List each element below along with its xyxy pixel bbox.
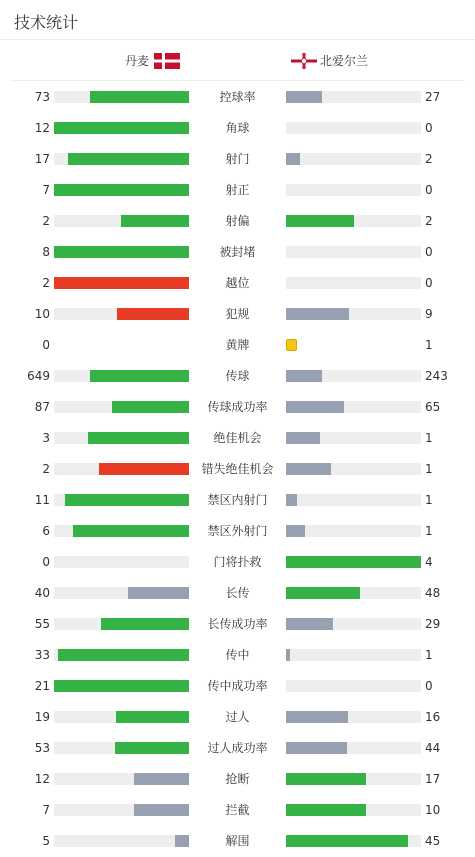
home-bar-fill [90,91,189,103]
stat-row [0,732,475,763]
home-bar-fill [116,711,189,723]
stat-row [0,639,475,670]
home-bar-fill [115,742,189,754]
away-bar-fill [286,401,344,413]
away-bar-fill [286,370,322,382]
home-bar-track [54,804,189,816]
away-bar-track [286,91,421,103]
home-bar-track [54,556,189,568]
stat-row [0,360,475,391]
away-bar-track [286,246,421,258]
away-bar-fill [286,711,348,723]
away-bar-track [286,153,421,165]
home-bar-track [54,370,189,382]
northern-ireland-flag-icon [291,53,317,69]
home-bar-track [54,494,189,506]
away-bar-track [286,711,421,723]
home-value: 12 [34,121,50,135]
stat-row [0,794,475,825]
stat-label: 犯规 [225,307,250,321]
away-bar-track [286,463,421,475]
home-value: 21 [34,679,50,693]
home-bar-fill [54,122,189,134]
home-value: 0 [42,338,50,352]
away-value: 44 [425,741,441,755]
home-value: 87 [34,400,50,414]
away-value: 17 [425,772,441,786]
home-bar-track [54,308,189,320]
away-value: 48 [425,586,441,600]
away-value: 2 [425,214,433,228]
home-bar-fill [54,246,189,258]
home-value: 11 [34,493,50,507]
away-team-name: 北爱尔兰 [320,54,369,68]
home-value: 73 [34,90,50,104]
home-bar-fill [134,773,189,785]
stat-row [0,515,475,546]
stats-list [0,81,475,856]
home-bar-fill [112,401,189,413]
away-bar-track [286,587,421,599]
stat-label: 拦截 [225,803,250,817]
away-value: 9 [425,307,433,321]
home-bar-track [54,711,189,723]
yellow-card-icon [286,339,297,351]
stat-label: 黄牌 [225,338,250,352]
section-header [0,0,475,40]
home-bar-track [54,401,189,413]
home-value: 0 [42,555,50,569]
home-bar-track [54,618,189,630]
stat-row [0,763,475,794]
away-value: 27 [425,90,441,104]
stat-row [0,422,475,453]
home-value: 2 [42,214,50,228]
home-bar-fill [54,184,189,196]
stat-row [0,205,475,236]
home-bar-fill [54,680,189,692]
home-bar-fill [90,370,189,382]
section-title: 技术统计 [14,13,79,32]
away-value: 0 [425,679,433,693]
away-bar-track [286,680,421,692]
stat-label: 禁区外射门 [207,524,268,538]
stat-row [0,298,475,329]
stat-label: 门将扑救 [213,555,262,569]
away-bar-track [286,556,421,568]
home-bar-track [54,835,189,847]
away-bar-fill [286,804,366,816]
stat-row [0,701,475,732]
home-value: 12 [34,772,50,786]
away-value: 2 [425,152,433,166]
home-bar-track [54,525,189,537]
away-bar-fill [286,215,354,227]
away-bar-track [286,835,421,847]
stat-row [0,546,475,577]
stat-label: 传球 [225,369,250,383]
stat-label: 长传 [225,586,250,600]
stat-label: 过人成功率 [207,741,268,755]
away-bar-fill [286,463,331,475]
stat-label: 过人 [225,710,250,724]
away-value: 10 [425,803,441,817]
team-header [10,40,465,81]
stat-label: 解围 [225,834,250,848]
away-bar-track [286,122,421,134]
home-value: 6 [42,524,50,538]
away-bar-track [286,804,421,816]
home-value: 33 [34,648,50,662]
home-bar-track [54,432,189,444]
home-bar-track [54,587,189,599]
away-value: 45 [425,834,441,848]
stat-row [0,577,475,608]
away-bar-fill [286,649,290,661]
stat-label: 传中成功率 [207,679,268,693]
home-value: 7 [42,803,50,817]
away-bar-fill [286,91,322,103]
home-bar-track [54,91,189,103]
away-bar-fill [286,308,349,320]
stat-label: 传中 [225,648,250,662]
away-value: 29 [425,617,441,631]
home-bar-track [54,742,189,754]
home-value: 2 [42,276,50,290]
home-bar-fill [68,153,189,165]
home-value: 649 [27,369,50,383]
home-bar-fill [134,804,189,816]
away-value: 1 [425,648,433,662]
stat-row [0,391,475,422]
stat-row [0,329,475,360]
away-bar-fill [286,587,360,599]
away-value: 16 [425,710,441,724]
stat-row [0,143,475,174]
away-bar-fill [286,773,366,785]
stat-row [0,453,475,484]
away-bar-track [286,494,421,506]
home-bar-track [54,153,189,165]
away-bar-fill [286,618,333,630]
home-bar-fill [88,432,189,444]
away-bar-fill [286,835,408,847]
home-bar-fill [65,494,189,506]
stat-row [0,608,475,639]
home-value: 17 [34,152,50,166]
home-bar-track [54,649,189,661]
away-bar-track [286,370,421,382]
away-value: 1 [425,524,433,538]
stat-row [0,825,475,856]
stat-label: 长传成功率 [207,617,268,631]
home-value: 10 [34,307,50,321]
away-bar-fill [286,432,320,444]
away-bar-track [286,215,421,227]
home-value: 55 [34,617,50,631]
home-value: 40 [34,586,50,600]
home-bar-fill [101,618,189,630]
away-bar-track [286,742,421,754]
stat-row [0,236,475,267]
home-value: 2 [42,462,50,476]
away-value: 0 [425,121,433,135]
away-bar-track [286,401,421,413]
home-bar-track [54,773,189,785]
stat-label: 越位 [225,276,250,290]
home-value: 5 [42,834,50,848]
home-bar-track [54,215,189,227]
away-bar-track [286,277,421,289]
home-value: 19 [34,710,50,724]
home-bar-fill [117,308,189,320]
home-bar-fill [58,649,189,661]
stat-label: 被封堵 [219,245,256,259]
stat-label: 射偏 [225,214,250,228]
away-bar-fill [286,494,297,506]
stat-label: 抢断 [225,772,250,786]
home-value: 3 [42,431,50,445]
away-value: 1 [425,431,433,445]
stat-row [0,670,475,701]
away-value: 1 [425,493,433,507]
denmark-flag-icon [154,53,180,69]
stat-label: 角球 [225,121,250,135]
home-team [125,52,180,69]
away-value: 243 [425,369,448,383]
home-bar-fill [128,587,189,599]
stat-row [0,484,475,515]
home-value: 53 [34,741,50,755]
home-bar-fill [54,277,189,289]
stat-label: 控球率 [219,90,256,104]
home-bar-fill [73,525,189,537]
home-bar-track [54,184,189,196]
away-bar-fill [286,525,305,537]
stat-row [0,112,475,143]
away-bar-track [286,649,421,661]
stat-row [0,174,475,205]
away-value: 0 [425,276,433,290]
home-team-name: 丹麦 [124,54,149,68]
home-bar-track [54,277,189,289]
home-value: 8 [42,245,50,259]
away-value: 0 [425,183,433,197]
home-bar-fill [99,463,189,475]
away-bar-track [286,525,421,537]
away-bar-track [286,773,421,785]
stat-label: 绝佳机会 [213,431,262,445]
stat-row [0,267,475,298]
stat-label: 传球成功率 [207,400,268,414]
away-bar-fill [286,153,300,165]
away-team [291,52,368,69]
home-bar-track [54,122,189,134]
away-value: 4 [425,555,433,569]
home-value: 7 [42,183,50,197]
away-value: 0 [425,245,433,259]
away-bar-track [286,432,421,444]
away-bar-fill [286,742,347,754]
away-value: 65 [425,400,441,414]
home-bar-fill [175,835,189,847]
home-bar-track [54,463,189,475]
away-value: 1 [425,338,433,352]
stat-row [0,81,475,112]
away-bar-track [286,184,421,196]
away-bar-track [286,308,421,320]
away-bar-fill [286,556,421,568]
stat-label: 射正 [225,183,250,197]
stat-label: 错失绝佳机会 [201,462,274,476]
away-value: 1 [425,462,433,476]
away-bar-track [286,618,421,630]
stat-label: 射门 [225,152,250,166]
home-bar-track [54,246,189,258]
home-bar-track [54,680,189,692]
home-bar-fill [121,215,189,227]
stat-label: 禁区内射门 [207,493,268,507]
